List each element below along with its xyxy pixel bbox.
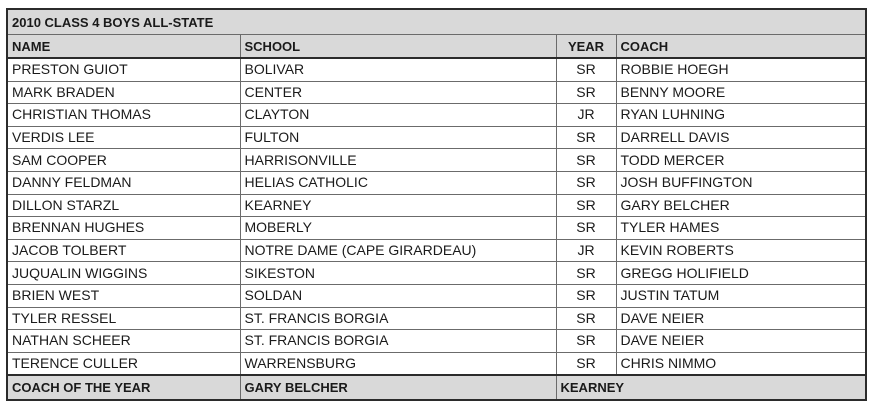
cell-school: SOLDAN	[240, 284, 556, 307]
cell-name: TERENCE CULLER	[7, 352, 240, 375]
table-title: 2010 CLASS 4 BOYS ALL-STATE	[7, 9, 866, 35]
table-row	[7, 284, 866, 307]
cell-year: SR	[556, 126, 616, 149]
cell-school: HELIAS CATHOLIC	[240, 171, 556, 194]
table-body	[7, 58, 866, 375]
cell-coach: KEVIN ROBERTS	[616, 239, 866, 262]
cell-school: WARRENSBURG	[240, 352, 556, 375]
header-year: YEAR	[556, 35, 616, 59]
cell-year: SR	[556, 262, 616, 285]
cell-year: SR	[556, 81, 616, 104]
table-row	[7, 217, 866, 240]
cell-coach: TODD MERCER	[616, 149, 866, 172]
table-row	[7, 58, 866, 81]
cell-coach: DAVE NEIER	[616, 307, 866, 330]
cell-name: BRENNAN HUGHES	[7, 217, 240, 240]
cell-coach: GARY BELCHER	[616, 194, 866, 217]
cell-name: TYLER RESSEL	[7, 307, 240, 330]
cell-name: BRIEN WEST	[7, 284, 240, 307]
cell-year: SR	[556, 171, 616, 194]
all-state-table-container	[6, 8, 865, 401]
cell-name: VERDIS LEE	[7, 126, 240, 149]
cell-school: BOLIVAR	[240, 58, 556, 81]
table-title-row	[7, 9, 866, 35]
header-school: SCHOOL	[240, 35, 556, 59]
cell-coach: RYAN LUHNING	[616, 104, 866, 127]
cell-school: ST. FRANCIS BORGIA	[240, 307, 556, 330]
cell-year: JR	[556, 239, 616, 262]
cell-school: CLAYTON	[240, 104, 556, 127]
table-row	[7, 149, 866, 172]
table-row	[7, 126, 866, 149]
cell-name: NATHAN SCHEER	[7, 330, 240, 353]
table-row	[7, 81, 866, 104]
table-row	[7, 307, 866, 330]
table-row	[7, 171, 866, 194]
cell-name: DANNY FELDMAN	[7, 171, 240, 194]
cell-year: SR	[556, 58, 616, 81]
cell-school: SIKESTON	[240, 262, 556, 285]
cell-coach: DARRELL DAVIS	[616, 126, 866, 149]
coach-of-year-school: KEARNEY	[556, 375, 866, 400]
cell-name: MARK BRADEN	[7, 81, 240, 104]
cell-school: FULTON	[240, 126, 556, 149]
cell-year: SR	[556, 330, 616, 353]
cell-coach: ROBBIE HOEGH	[616, 58, 866, 81]
table-row	[7, 330, 866, 353]
cell-name: SAM COOPER	[7, 149, 240, 172]
cell-year: SR	[556, 284, 616, 307]
cell-name: JUQUALIN WIGGINS	[7, 262, 240, 285]
table-row	[7, 239, 866, 262]
header-coach: COACH	[616, 35, 866, 59]
all-state-table	[6, 8, 867, 401]
cell-name: JACOB TOLBERT	[7, 239, 240, 262]
cell-coach: DAVE NEIER	[616, 330, 866, 353]
cell-name: CHRISTIAN THOMAS	[7, 104, 240, 127]
table-row	[7, 104, 866, 127]
cell-year: JR	[556, 104, 616, 127]
cell-year: SR	[556, 307, 616, 330]
coach-of-year-label: COACH OF THE YEAR	[7, 375, 240, 400]
cell-coach: JOSH BUFFINGTON	[616, 171, 866, 194]
cell-year: SR	[556, 352, 616, 375]
cell-year: SR	[556, 194, 616, 217]
cell-school: KEARNEY	[240, 194, 556, 217]
table-row	[7, 262, 866, 285]
cell-school: NOTRE DAME (CAPE GIRARDEAU)	[240, 239, 556, 262]
table-header-row	[7, 35, 866, 59]
coach-of-year-name: GARY BELCHER	[240, 375, 556, 400]
cell-coach: CHRIS NIMMO	[616, 352, 866, 375]
cell-school: CENTER	[240, 81, 556, 104]
cell-year: SR	[556, 217, 616, 240]
cell-school: MOBERLY	[240, 217, 556, 240]
table-row	[7, 352, 866, 375]
cell-name: DILLON STARZL	[7, 194, 240, 217]
cell-coach: TYLER HAMES	[616, 217, 866, 240]
header-name: NAME	[7, 35, 240, 59]
cell-school: ST. FRANCIS BORGIA	[240, 330, 556, 353]
cell-coach: BENNY MOORE	[616, 81, 866, 104]
coach-of-year-row	[7, 375, 866, 400]
cell-name: PRESTON GUIOT	[7, 58, 240, 81]
cell-coach: GREGG HOLIFIELD	[616, 262, 866, 285]
cell-year: SR	[556, 149, 616, 172]
cell-coach: JUSTIN TATUM	[616, 284, 866, 307]
cell-school: HARRISONVILLE	[240, 149, 556, 172]
table-row	[7, 194, 866, 217]
